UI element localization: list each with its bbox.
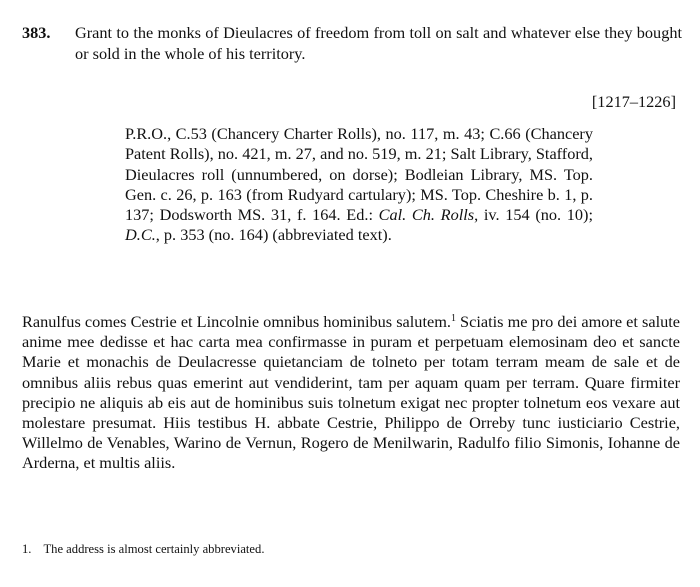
footnote bbox=[22, 541, 264, 557]
sources-text-1: P.R.O., C.53 (Chancery Charter Rolls), no. 117, m. 43; C.66 (Chancery Patent Rolls), no. 421, m. 27, and no. 519, m. 21; Salt Library, Stafford, Dieulacres roll (unnumbered, on dorse); Bodleian Library, MS. Top. Gen. c. 26, p. 163 (from Rudyard cartulary); MS. Top. Cheshire b. 1, p. 137; Dodsworth MS. 31, f. 164. Ed.: bbox=[125, 124, 593, 225]
entry-heading bbox=[22, 22, 682, 64]
footnote-number: 1. bbox=[22, 542, 32, 556]
sources-text-2: , iv. 154 (no. 10); bbox=[474, 205, 593, 225]
sources-text-3: , p. 353 (no. 164) (abbreviated text). bbox=[155, 225, 392, 245]
sources-paragraph bbox=[125, 124, 593, 246]
footnote-text: The address is almost certainly abbreviated. bbox=[43, 542, 265, 556]
footnote-marker[interactable]: 1 bbox=[450, 313, 456, 324]
entry-date: [1217–1226] bbox=[591, 92, 676, 111]
sources-edition-cal-ch-rolls: Cal. Ch. Rolls bbox=[378, 205, 475, 225]
charter-text-body: Sciatis me pro dei amore et salute anime mee dedisse et hac carta mea confirmasse in puram et perpetuam elemosinam deo et sancte Marie et monachis de Deulacresse quietanciam de tolneto per totam terram meam de sale et de omnibus aliis rebus quas emerint aut vendiderint, tam per aquam quam per terram. Quare firmiter precipio ne aliquis ab eis aut de hominibus suis tolnetum exigat nec propter tolnetum eos vexare aut molestare presumat. Hiis testibus H. abbate Cestrie, Philippo de Orreby tunc iusticiario Cestrie, Willelmo de Venables, Warino de Vernun, Rogero de Menilwarin, Radulfo filio Simonis, Iohanne de Arderna, et multis aliis. bbox=[22, 312, 680, 473]
charter-text-opening: Ranulfus comes Cestrie et Lincolnie omnibus hominibus salutem. bbox=[22, 312, 451, 331]
sources-edition-dc: D.C. bbox=[125, 225, 156, 245]
entry-title: Grant to the monks of Dieulacres of freedom from toll on salt and whatever else they bought or sold in the whole of his territory. bbox=[75, 23, 682, 63]
charter-text bbox=[22, 312, 680, 474]
entry-number: 383. bbox=[22, 23, 51, 42]
